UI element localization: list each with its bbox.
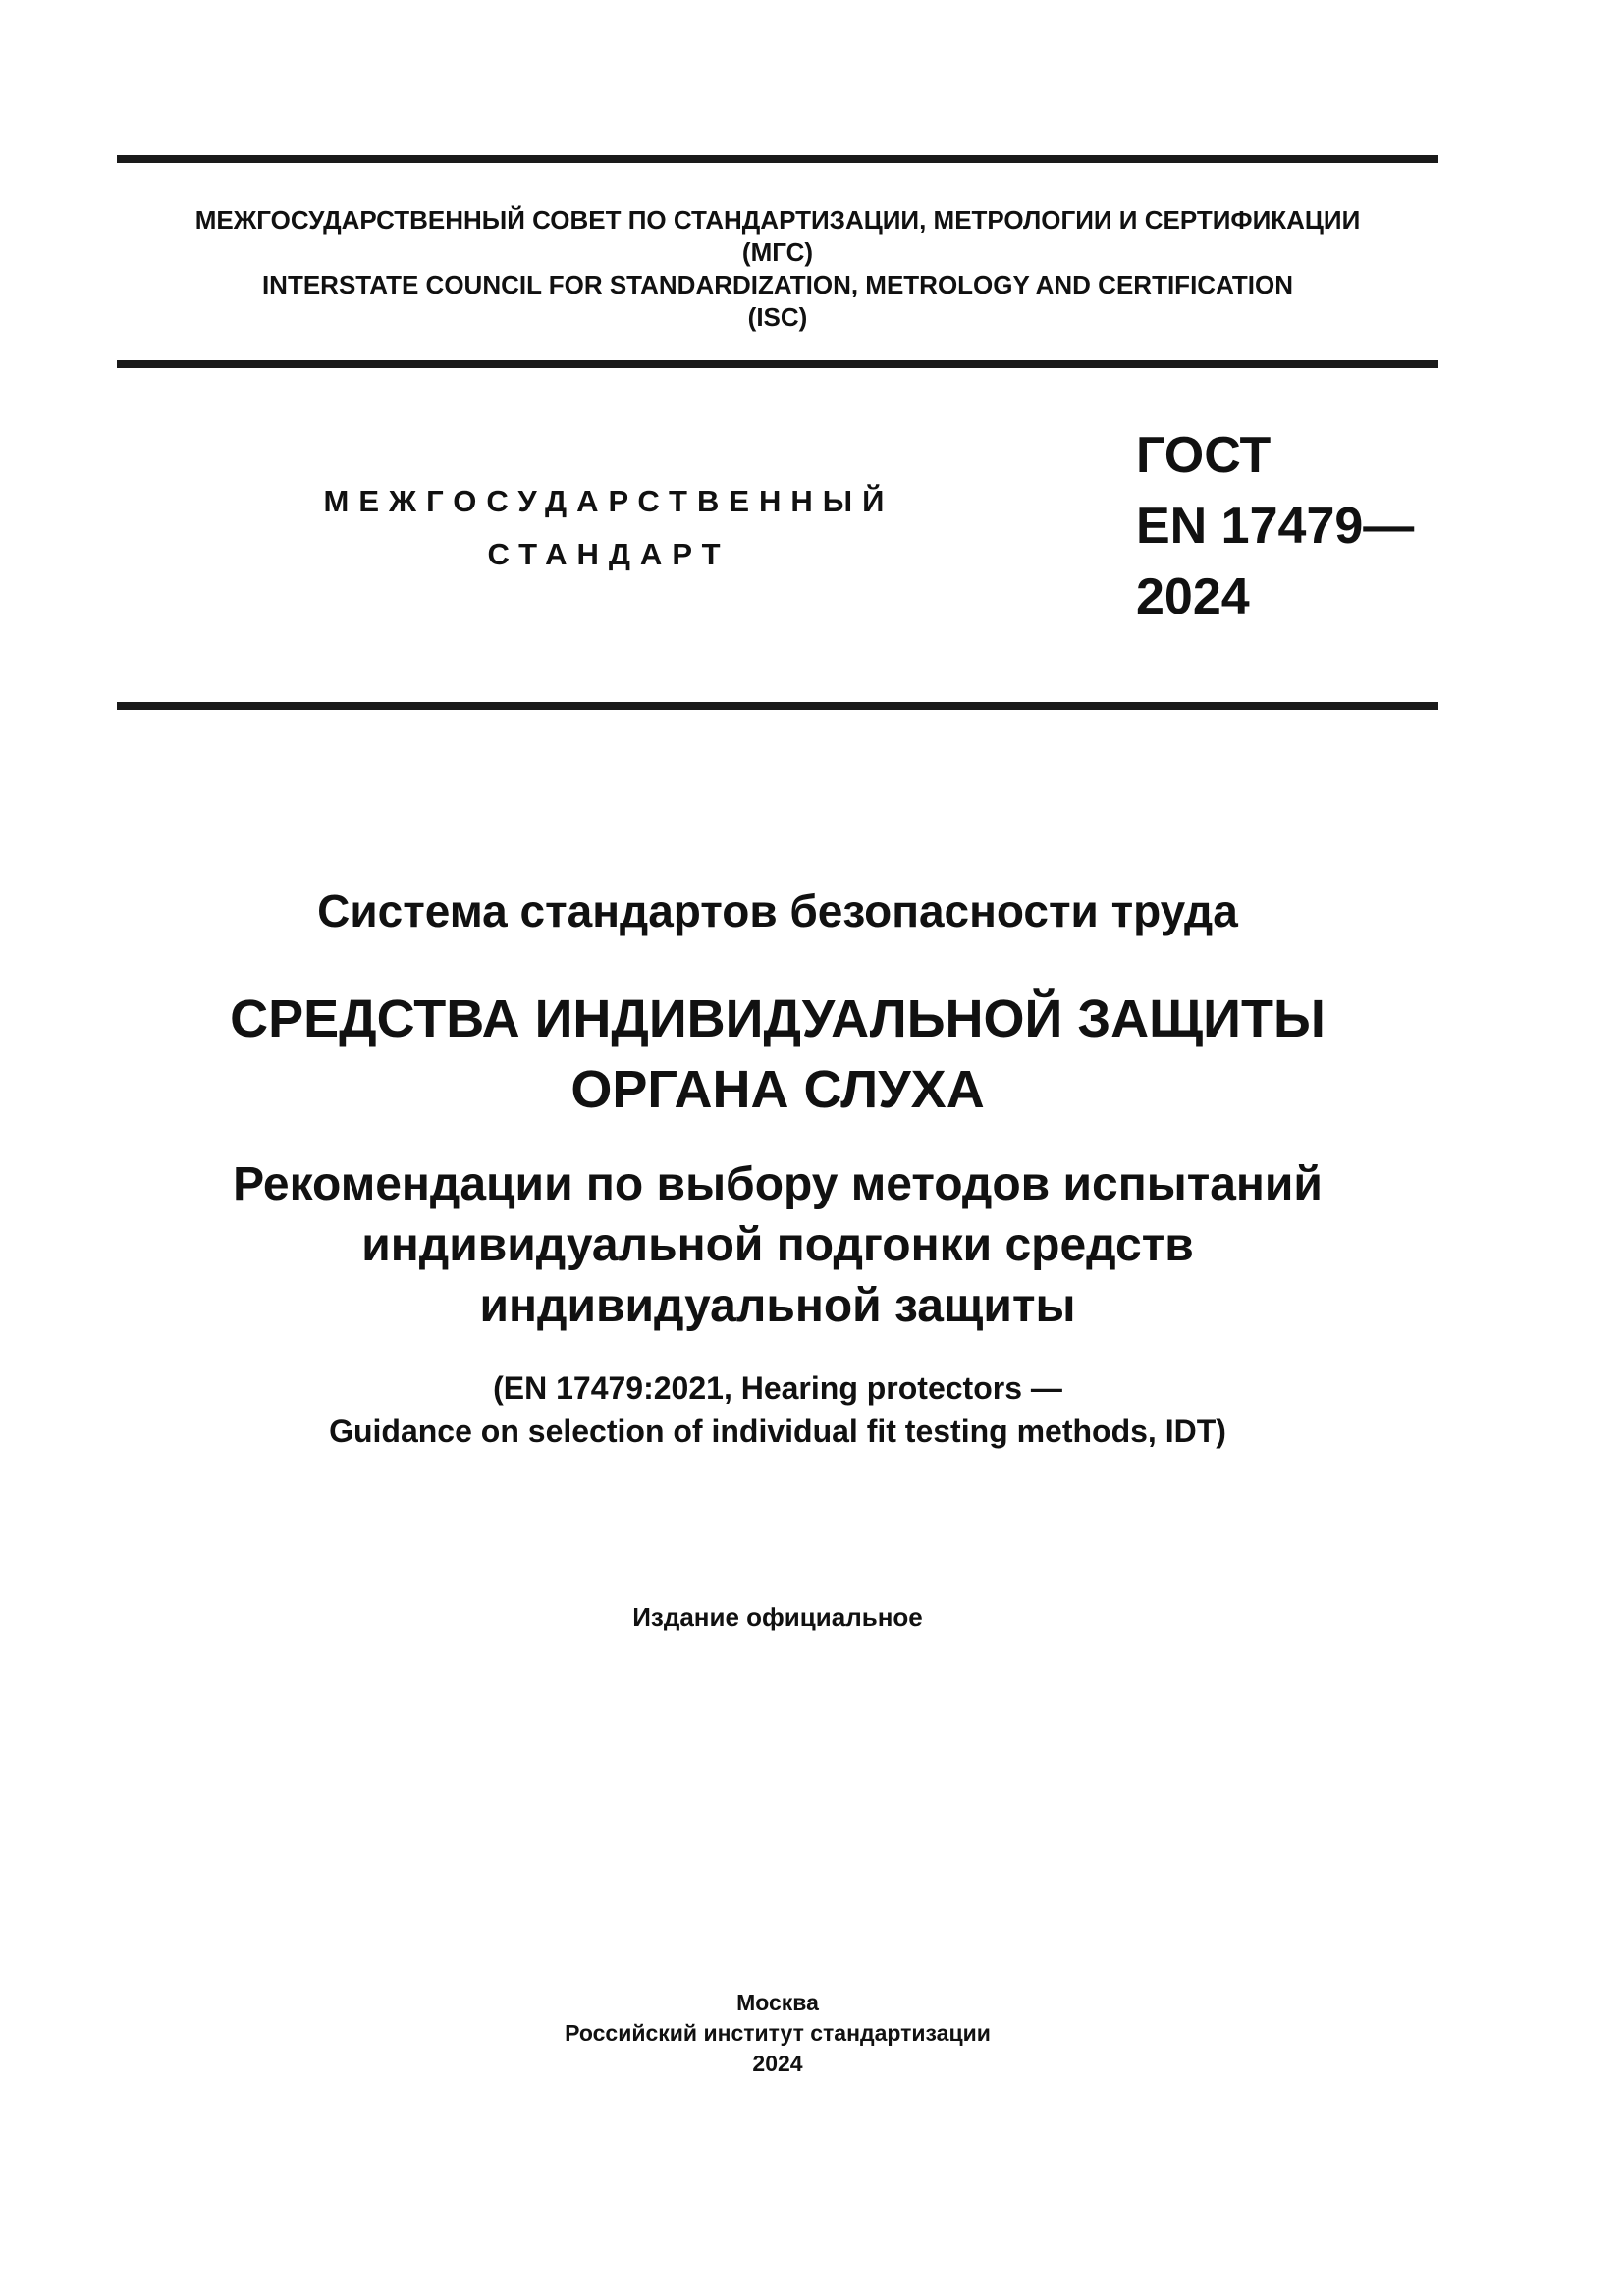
designation-line2: EN 17479— (1136, 498, 1415, 555)
series-title-text: Система стандартов безопасности труда (317, 885, 1238, 936)
title-divider (117, 702, 1438, 710)
series-title (117, 881, 1438, 940)
standard-type (285, 475, 933, 581)
header-divider (117, 360, 1438, 368)
imprint-year: 2024 (752, 2051, 803, 2076)
original-standard (117, 1366, 1438, 1453)
imprint-city: Москва (736, 1990, 819, 2015)
main-title-line2: ОРГАНА СЛУХА (570, 1060, 985, 1119)
sub-title (117, 1154, 1438, 1337)
main-title (117, 984, 1438, 1125)
edition-text: Издание официальное (632, 1602, 923, 1631)
designation-line1: ГОСТ (1136, 427, 1272, 484)
council-abbr-ru: (МГС) (741, 238, 814, 267)
imprint (117, 1988, 1438, 2079)
sub-title-line1: Рекомендации по выбору методов испытаний (233, 1158, 1323, 1210)
original-line2: Guidance on selection of individual fit testing methods, IDT) (329, 1414, 1226, 1449)
main-title-line1: СРЕДСТВА ИНДИВИДУАЛЬНОЙ ЗАЩИТЫ (230, 989, 1326, 1048)
standard-designation (1136, 420, 1414, 632)
council-name-en: INTERSTATE COUNCIL FOR STANDARDIZATION, METROLOGY AND CERTIFICATION (261, 270, 1294, 299)
edition-label (117, 1600, 1438, 1633)
standard-type-line1: МЕЖГОСУДАРСТВЕННЫЙ (323, 484, 894, 518)
sub-title-line2: индивидуальной подгонки средств (361, 1219, 1194, 1271)
council-header (117, 204, 1438, 334)
sub-title-line3: индивидуальной защиты (479, 1280, 1076, 1332)
original-line1: (EN 17479:2021, Hearing protectors — (493, 1370, 1062, 1406)
designation-line3: 2024 (1136, 568, 1250, 625)
council-name-ru: МЕЖГОСУДАРСТВЕННЫЙ СОВЕТ ПО СТАНДАРТИЗАЦИИ, МЕТРОЛОГИИ И СЕРТИФИКАЦИИ (194, 205, 1361, 235)
standard-type-line2: СТАНДАРТ (487, 537, 731, 571)
top-divider (117, 155, 1438, 163)
council-abbr-en: (ISC) (747, 302, 808, 332)
imprint-publisher: Российский институт стандартизации (565, 2020, 991, 2046)
